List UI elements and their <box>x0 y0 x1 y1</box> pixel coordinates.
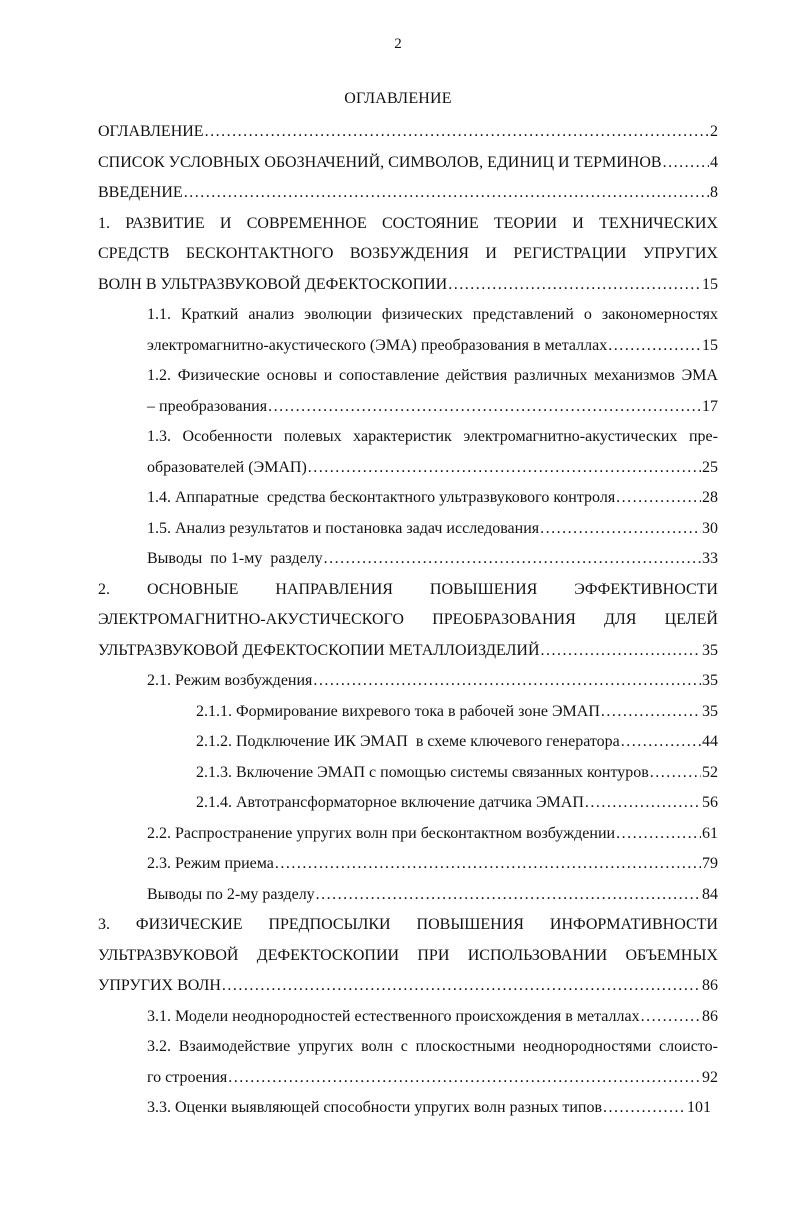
dot-leader <box>608 331 701 362</box>
table-of-contents <box>0 117 796 1124</box>
word: характеристик <box>353 428 452 445</box>
word: Краткий <box>181 306 239 323</box>
word: Физические <box>177 367 260 384</box>
word: ТЕОРИИ <box>493 214 557 232</box>
toc-conclusions-1[interactable] <box>0 544 718 575</box>
toc-entry-title: 1.4. Аппаратные средства бесконтактного ультразвукового контроля <box>147 489 616 506</box>
toc-section-1-3-line-1[interactable] <box>0 422 718 453</box>
toc-entry-title: ВОЛН В УЛЬТРАЗВУКОВОЙ ДЕФЕКТОСКОПИИ <box>98 275 448 293</box>
word: пре- <box>688 428 718 445</box>
dot-leader <box>616 819 701 850</box>
dot-leader <box>541 636 701 667</box>
word: различных <box>514 367 588 384</box>
dot-leader <box>448 270 701 301</box>
word: ПРЕДПОСЫЛКИ <box>268 916 391 933</box>
word: И <box>219 214 232 232</box>
word: ЭФФЕКТИВНОСТИ <box>574 580 718 598</box>
word: 1.1. <box>147 306 171 323</box>
toc-entry-title: 2.3. Режим приема <box>147 855 274 872</box>
toc-subsection-2-1-1[interactable] <box>0 697 718 728</box>
toc-entry-page: 15 <box>702 275 718 293</box>
word: 2. <box>98 580 110 598</box>
toc-entry-page: 25 <box>702 458 718 476</box>
toc-section-1-2-line-1[interactable] <box>0 361 718 392</box>
toc-entry-page: 15 <box>702 336 718 354</box>
toc-entry-title: 2.1.2. Подключение ИК ЭМАП в схеме ключевого генератора <box>196 733 620 750</box>
word: основы <box>266 367 318 384</box>
toc-chapter-1-line-2[interactable] <box>0 239 718 270</box>
toc-chapter-2-line-3[interactable] <box>0 636 718 667</box>
dot-leader <box>616 483 701 514</box>
word: БЕСКОНТАКТНОГО <box>185 245 334 262</box>
toc-subsection-2-1-2[interactable] <box>0 727 718 758</box>
toc-entry-title: 2.1.1. Формирование вихревого тока в рабочей зоне ЭМАП <box>196 702 600 720</box>
dot-leader <box>222 971 701 1002</box>
dot-leader <box>621 727 701 758</box>
dot-leader <box>601 697 701 728</box>
word: ВОЗБУЖДЕНИЯ <box>349 245 469 262</box>
toc-section-1-4[interactable] <box>0 483 718 514</box>
word: слоисто- <box>659 1038 718 1055</box>
toc-entry-title: Выводы по 2-му разделу <box>147 885 315 903</box>
word: УЛЬТРАЗВУКОВОЙ <box>98 946 239 964</box>
dot-leader <box>603 1093 686 1124</box>
toc-subsection-2-1-4[interactable] <box>0 788 718 819</box>
word: ПОВЫШЕНИЯ <box>416 916 524 933</box>
word: с <box>400 1038 408 1055</box>
toc-entry-page: 35 <box>702 672 718 689</box>
word: полевых <box>283 428 342 445</box>
word: ПОВЫШЕНИЯ <box>429 580 538 598</box>
word: ОСНОВНЫЕ <box>146 580 239 598</box>
toc-chapter-2-line-2[interactable] <box>0 605 718 636</box>
dot-leader <box>650 758 701 789</box>
toc-entry-page: 8 <box>710 184 718 201</box>
word: физических <box>381 306 463 323</box>
toc-section-1-1-line-1[interactable] <box>0 300 718 331</box>
toc-entry-contents[interactable] <box>0 117 718 148</box>
word: ПРЕОБРАЗОВАНИЯ <box>432 611 576 628</box>
toc-conclusions-2[interactable] <box>0 880 718 911</box>
toc-entry-symbols[interactable] <box>0 148 718 179</box>
dot-leader <box>540 514 701 545</box>
word: упругих <box>297 1038 354 1055</box>
dot-leader <box>228 1063 701 1094</box>
toc-section-2-3[interactable] <box>0 849 718 880</box>
word: ЭМА <box>681 367 718 384</box>
word: эволюции <box>304 306 372 323</box>
word: Особенности <box>182 428 273 445</box>
toc-entry-title: Выводы по 1-му разделу <box>147 550 323 567</box>
word: действия <box>445 367 508 384</box>
toc-chapter-1-line-3[interactable] <box>0 270 718 301</box>
word: 3. <box>98 916 110 933</box>
toc-entry-page: 86 <box>702 1007 718 1025</box>
page-number: 2 <box>394 36 402 52</box>
toc-entry-page: 4 <box>710 153 718 171</box>
word: 1. <box>98 214 110 232</box>
toc-entry-page: 101 <box>687 1099 711 1116</box>
word: ЭЛЕКТРОМАГНИТНО-АКУСТИЧЕСКОГО <box>98 611 404 628</box>
toc-entry-title: ОГЛАВЛЕНИЕ <box>98 123 204 140</box>
word: СРЕДСТВ <box>98 245 170 262</box>
word: сопоставление <box>339 367 440 384</box>
toc-entry-title: – преобразования <box>147 397 268 415</box>
toc-chapter-2-line-1[interactable] <box>0 575 718 606</box>
toc-entry-page: 35 <box>702 641 718 659</box>
dot-leader <box>308 453 701 484</box>
toc-section-3-3[interactable] <box>0 1093 711 1124</box>
dot-leader <box>313 666 701 697</box>
word: 3.2. <box>147 1038 171 1055</box>
toc-section-1-2-line-2[interactable] <box>0 392 718 423</box>
toc-entry-title: го строения <box>147 1068 228 1086</box>
toc-entry-page: 61 <box>702 824 718 842</box>
dot-leader <box>268 392 701 423</box>
toc-entry-page: 79 <box>702 855 718 872</box>
dot-leader <box>205 117 709 148</box>
toc-section-2-2[interactable] <box>0 819 718 850</box>
word: закономерностях <box>601 306 718 323</box>
toc-entry-page: 56 <box>702 794 718 811</box>
toc-entry-page: 30 <box>702 519 718 537</box>
word: Взаимодействие <box>178 1038 291 1055</box>
toc-heading: ОГЛАВЛЕНИЕ <box>344 90 452 107</box>
dot-leader <box>585 788 701 819</box>
toc-entry-title: 2.1.3. Включение ЭМАП с помощью системы связанных контуров <box>196 763 649 781</box>
toc-entry-title: 2.1. Режим возбуждения <box>147 672 313 689</box>
word: о <box>583 306 592 323</box>
toc-entry-page: 28 <box>702 489 718 506</box>
word: анализ <box>248 306 295 323</box>
toc-entry-page: 92 <box>702 1068 718 1086</box>
dot-leader <box>641 1002 701 1033</box>
dot-leader <box>316 880 701 911</box>
toc-section-3-2-line-1[interactable] <box>0 1032 718 1063</box>
toc-entry-title: 2.2. Распространение упругих волн при бесконтактном возбуждении <box>147 824 616 842</box>
toc-entry-page: 33 <box>702 550 718 567</box>
toc-entry-title: ВВЕДЕНИЕ <box>98 184 183 201</box>
toc-entry-page: 35 <box>702 702 718 720</box>
word: волн <box>361 1038 393 1055</box>
word: и <box>323 367 333 384</box>
toc-chapter-3-line-1[interactable] <box>0 910 718 941</box>
word: ИСПОЛЬЗОВАНИИ <box>467 946 608 964</box>
toc-entry-page: 52 <box>702 763 718 781</box>
word: РЕГИСТРАЦИИ <box>513 245 627 262</box>
toc-entry-title: 3.1. Модели неоднородностей естественного происхождения в металлах <box>147 1007 640 1025</box>
word: УПРУГИХ <box>642 245 718 262</box>
word: НАПРАВЛЕНИЯ <box>275 580 393 598</box>
toc-entry-title: СПИСОК УСЛОВНЫХ ОБОЗНАЧЕНИЙ, СИМВОЛОВ, ЕДИНИЦ И ТЕРМИНОВ <box>98 153 662 171</box>
toc-entry-title: образователей (ЭМАП) <box>147 458 307 476</box>
dot-leader <box>324 544 701 575</box>
toc-entry-title: УЛЬТРАЗВУКОВОЙ ДЕФЕКТОСКОПИИ МЕТАЛЛОИЗДЕЛИЙ <box>98 641 540 659</box>
word: ТЕХНИЧЕСКИХ <box>599 214 718 232</box>
toc-section-3-2-line-2[interactable] <box>0 1063 718 1094</box>
word: ЦЕЛЕЙ <box>664 611 718 628</box>
word: ДЛЯ <box>603 611 637 628</box>
toc-entry-title: УПРУГИХ ВОЛН <box>98 977 221 994</box>
toc-entry-title: 1.5. Анализ результатов и постановка задач исследования <box>147 519 540 537</box>
word: И <box>485 245 497 262</box>
word: неоднородностями <box>522 1038 652 1055</box>
toc-entry-title: 2.1.4. Автотрансформаторное включение датчика ЭМАП <box>196 794 584 811</box>
toc-chapter-3-line-2[interactable] <box>0 941 718 972</box>
word: ПРИ <box>417 946 450 964</box>
toc-entry-page: 2 <box>710 123 718 140</box>
toc-entry-page: 44 <box>702 733 718 750</box>
word: представлений <box>472 306 574 323</box>
toc-subsection-2-1-3[interactable] <box>0 758 718 789</box>
word: 1.2. <box>147 367 171 384</box>
word: РАЗВИТИЕ <box>125 214 205 232</box>
toc-section-3-1[interactable] <box>0 1002 718 1033</box>
word: ДЕФЕКТОСКОПИИ <box>256 946 400 964</box>
word: СОСТОЯНИЕ <box>382 214 479 232</box>
toc-entry-page: 86 <box>702 977 718 994</box>
toc-chapter-1-line-1[interactable] <box>0 209 718 240</box>
word: ИНФОРМАТИВНОСТИ <box>549 916 718 933</box>
toc-section-1-3-line-2[interactable] <box>0 453 718 484</box>
toc-chapter-3-line-3[interactable] <box>0 971 718 1002</box>
word: СОВРЕМЕННОЕ <box>246 214 367 232</box>
dot-leader <box>663 148 709 179</box>
toc-entry-title: электромагнитно-акустического (ЭМА) преобразования в металлах <box>147 336 608 354</box>
word: механизмов <box>594 367 675 384</box>
word: 1.3. <box>147 428 171 445</box>
toc-entry-introduction[interactable] <box>0 178 718 209</box>
dot-leader <box>184 178 709 209</box>
toc-section-1-5[interactable] <box>0 514 718 545</box>
toc-section-1-1-line-2[interactable] <box>0 331 718 362</box>
toc-section-2-1[interactable] <box>0 666 718 697</box>
word: ФИЗИЧЕСКИЕ <box>135 916 243 933</box>
word: электромагнитно-акустических <box>463 428 678 445</box>
word: ОБЪЕМНЫХ <box>625 946 718 964</box>
word: плоскостными <box>415 1038 516 1055</box>
dot-leader <box>275 849 701 880</box>
word: И <box>572 214 584 232</box>
toc-entry-page: 84 <box>702 885 718 903</box>
toc-entry-page: 17 <box>702 397 718 415</box>
toc-entry-title: 3.3. Оценки выявляющей способности упругих волн разных типов <box>147 1099 602 1116</box>
